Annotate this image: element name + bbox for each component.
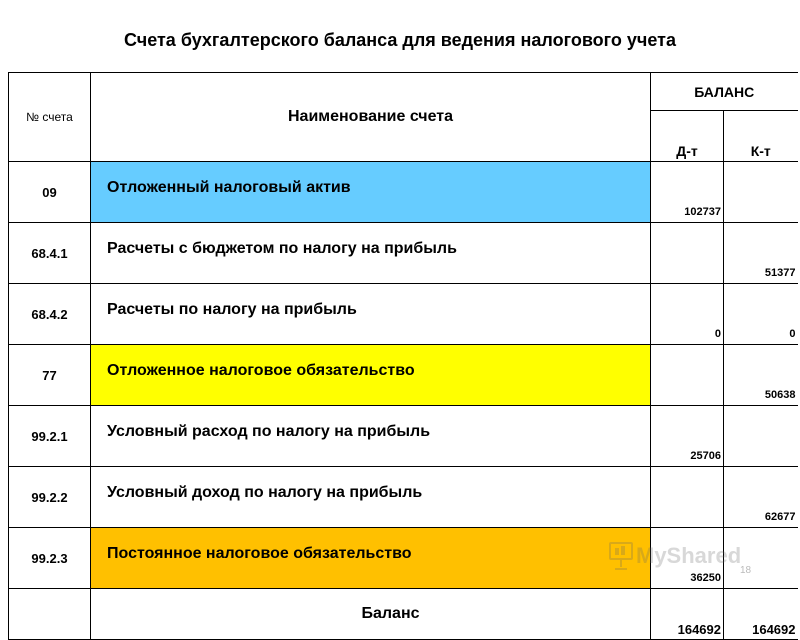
credit-value (724, 162, 798, 223)
total-debit-value: 164692 (651, 589, 724, 640)
credit-value (724, 406, 798, 467)
table-row (9, 406, 798, 467)
account-name: Постоянное налоговое обязательство (91, 528, 651, 589)
account-name: Расчеты с бюджетом по налогу на прибыль (91, 223, 651, 284)
account-name: Расчеты по налогу на прибыль (91, 284, 651, 345)
credit-value: 62677 (724, 467, 798, 528)
credit-value: 0 (724, 284, 798, 345)
header-debit: Д-т (651, 111, 724, 162)
account-number: 68.4.2 (9, 284, 91, 345)
table-header-row (9, 73, 798, 111)
debit-value (651, 223, 724, 284)
account-number: 09 (9, 162, 91, 223)
account-number: 68.4.1 (9, 223, 91, 284)
table-row (9, 345, 798, 406)
total-credit-value: 164692 (724, 589, 798, 640)
account-number: 77 (9, 345, 91, 406)
header-account-number: № счета (9, 73, 91, 162)
header-balance: БАЛАНС (651, 73, 798, 111)
debit-value (651, 467, 724, 528)
header-account-name: Наименование счета (91, 73, 651, 162)
account-number: 99.2.3 (9, 528, 91, 589)
account-name: Условный расход по налогу на прибыль (91, 406, 651, 467)
debit-value: 102737 (651, 162, 724, 223)
page-number: 18 (740, 565, 752, 576)
total-label: Баланс (91, 589, 651, 640)
debit-value (651, 345, 724, 406)
table-row (9, 467, 798, 528)
slide-title: Счета бухгалтерского баланса для ведения налогового учета (124, 30, 676, 50)
account-name: Условный доход по налогу на прибыль (91, 467, 651, 528)
presentation-board-icon (610, 543, 632, 569)
header-credit: К-т (724, 111, 798, 162)
table-row (9, 284, 798, 345)
account-number: 99.2.1 (9, 406, 91, 467)
debit-value: 25706 (651, 406, 724, 467)
debit-value: 0 (651, 284, 724, 345)
credit-value: 50638 (724, 345, 798, 406)
table-row (9, 162, 798, 223)
account-name: Отложенное налоговое обязательство (91, 345, 651, 406)
table-row (9, 223, 798, 284)
account-number: 99.2.2 (9, 467, 91, 528)
credit-value: 51377 (724, 223, 798, 284)
watermark-text: MyShared (636, 543, 742, 568)
total-account-number-empty (9, 589, 91, 640)
debit-value: 36250 (651, 528, 724, 589)
total-row (9, 589, 798, 640)
account-name: Отложенный налоговый актив (91, 162, 651, 223)
